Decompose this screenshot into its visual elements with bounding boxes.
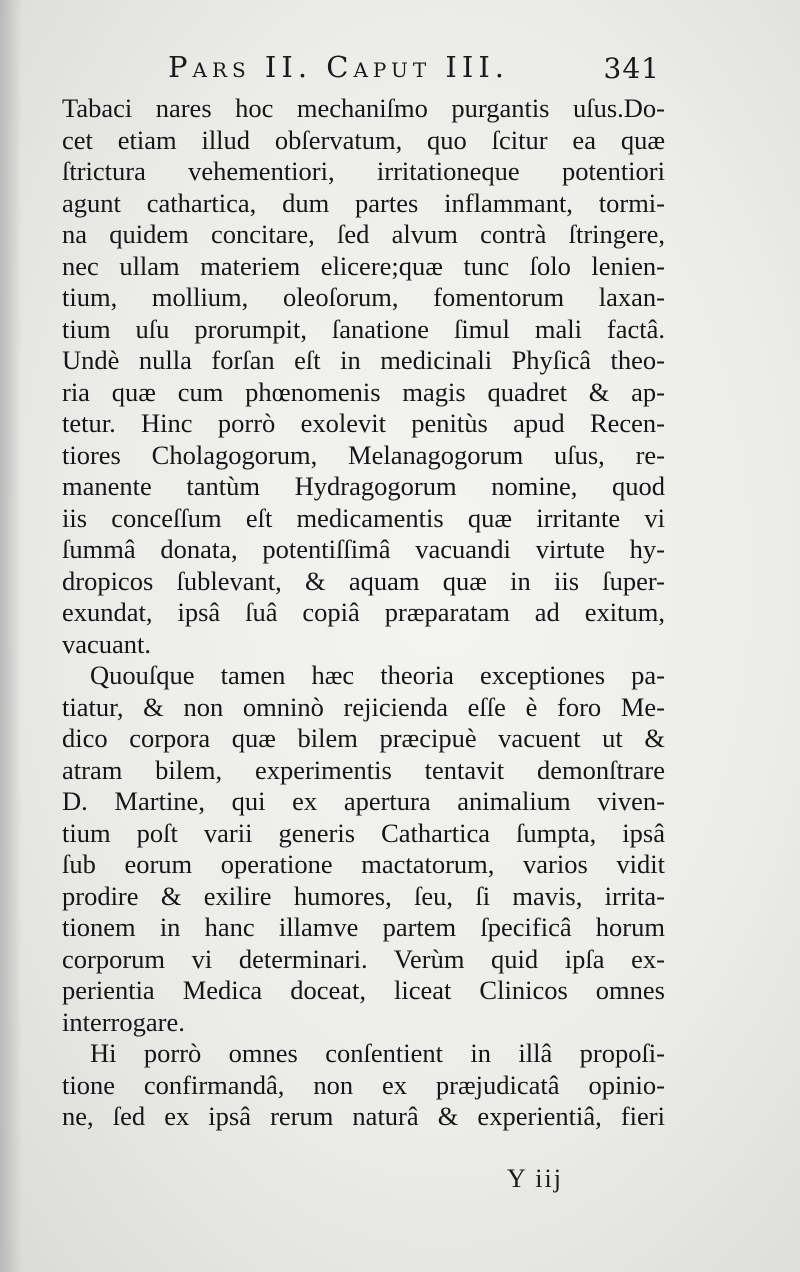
text-line: dico corpora quæ bilem præcipuè vacuent ut & — [62, 723, 665, 753]
text-line: tiatur, & non omninò rejicienda eſſe è foro Me- — [62, 691, 665, 722]
text-line: ne, ſed ex ipsâ rerum naturâ & experientiâ, fieri — [62, 1101, 665, 1131]
text-line: tium, mollium, oleoſorum, fomentorum laxan- — [62, 282, 665, 312]
text-line: corporum vi determinari. Verùm quid ipſa ex- — [62, 943, 665, 974]
text-line: Hi porrò omnes conſentient in illâ propoſi- — [90, 1038, 665, 1068]
text-line: agunt cathartica, dum partes inflammant, tormi- — [62, 187, 665, 218]
text-line: Undè nulla forſan eſt in medicinali Phyſicâ theo- — [62, 345, 665, 375]
text-line: na quidem concitare, ſed alvum contrà ſtringere, — [62, 219, 665, 249]
text-line: tiores Cholagogorum, Melanagogorum uſus, re- — [62, 439, 665, 470]
text-line: D. Martine, qui ex apertura animalium viven- — [62, 786, 665, 816]
text-line: tium uſu prorumpit, ſanatione ſimul mali factâ. — [62, 313, 665, 344]
page-number: 341 — [603, 52, 660, 85]
running-head: Pars II. Caput III. — [168, 50, 510, 84]
text-line: dropicos ſublevant, & aquam quæ in iis ſuper- — [62, 565, 665, 596]
text-line: ſtrictura vehementiori, irritationeque potentiori — [62, 156, 665, 186]
signature-mark: Y iij — [507, 1164, 563, 1193]
text-line: exundat, ipsâ ſuâ copiâ præparatam ad exitum, — [62, 597, 665, 627]
text-line: prodire & exilire humores, ſeu, ſi mavis, irrita- — [62, 880, 665, 911]
text-line: interrogare. — [62, 1006, 185, 1037]
text-line: tium poſt varii generis Cathartica ſumpta, ipsâ — [62, 817, 665, 848]
text-line: tionem in hanc illamve partem ſpecificâ horum — [62, 912, 665, 942]
text-line: manente tantùm Hydragogorum nomine, quod — [62, 471, 665, 501]
text-line: Quouſque tamen hæc theoria exceptiones pa- — [90, 660, 665, 690]
text-line: ſummâ donata, potentiſſimâ vacuandi virtute hy- — [62, 534, 665, 564]
text-line: cet etiam illud obſervatum, quo ſcitur ea quæ — [62, 124, 665, 155]
text-line: nec ullam materiem elicere;quæ tunc ſolo lenien- — [62, 250, 665, 281]
text-line: perientia Medica doceat, liceat Clinicos omnes — [62, 975, 665, 1005]
page-header — [160, 50, 670, 90]
text-line: iis conceſſum eſt medicamentis quæ irritante vi — [62, 502, 665, 533]
text-line: tetur. Hinc porrò exolevit penitùs apud Recen- — [62, 408, 665, 438]
text-line: atram bilem, experimentis tentavit demonſtrare — [62, 754, 665, 785]
text-line: tione confirmandâ, non ex præjudicatâ opinio- — [62, 1069, 665, 1100]
text-line: ſub eorum operatione mactatorum, varios vidit — [62, 849, 665, 879]
text-line: ria quæ cum phœnomenis magis quadret & ap- — [62, 376, 665, 407]
text-line: Tabaci nares hoc mechaniſmo purgantis uſus.Do- — [62, 93, 665, 123]
body-text — [62, 93, 665, 1133]
text-line: vacuant. — [62, 628, 152, 659]
page-gutter-shadow — [0, 0, 22, 1272]
